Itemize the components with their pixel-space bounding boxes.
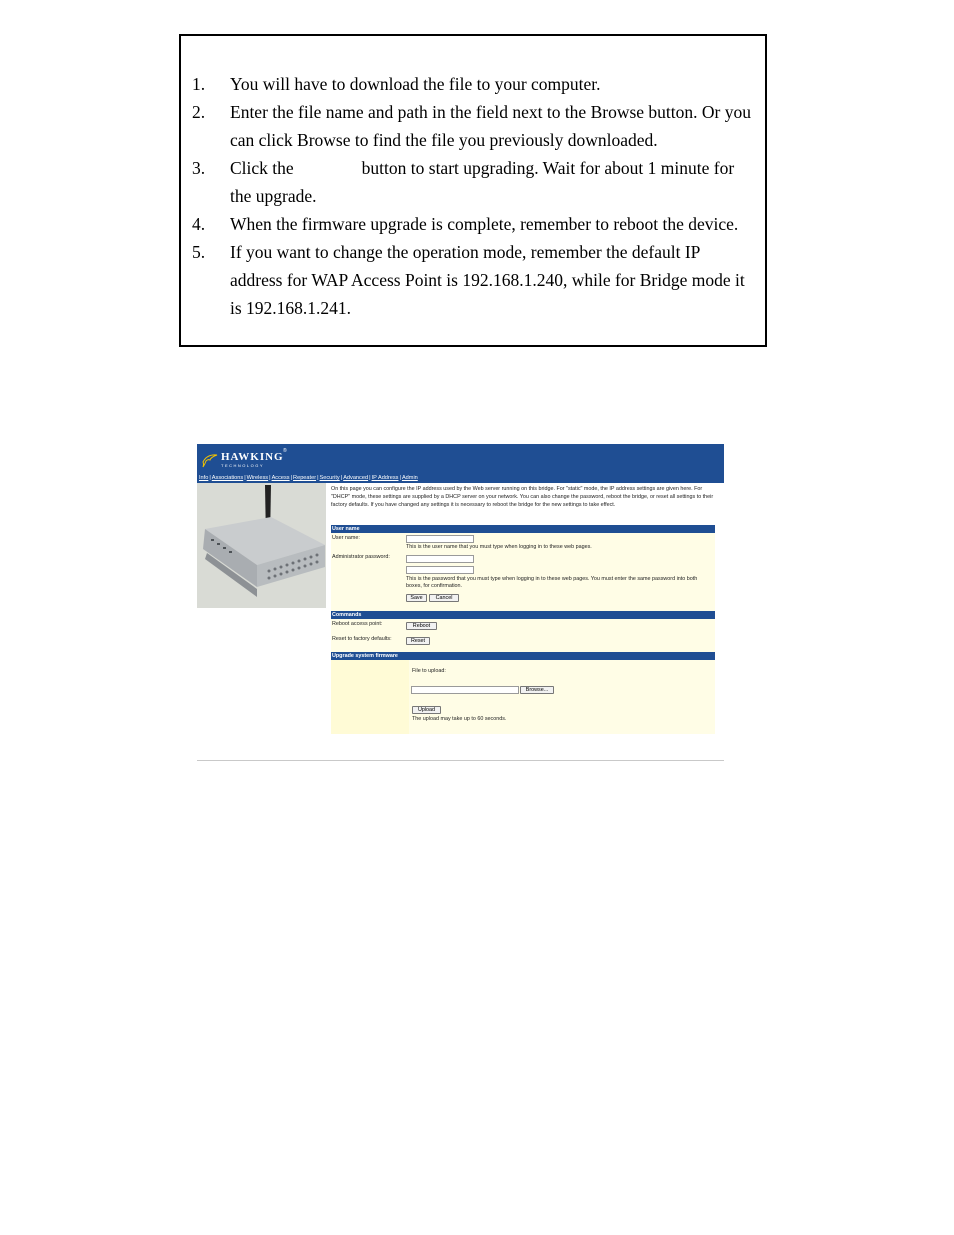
file-to-upload-label: File to upload: — [412, 668, 446, 674]
nav-info[interactable]: Info — [199, 475, 209, 481]
step-3 — [192, 154, 755, 210]
nav-access[interactable]: Access — [271, 475, 290, 481]
nav-separator: | — [244, 475, 246, 481]
main-content — [331, 485, 715, 734]
step-2 — [192, 98, 755, 154]
reset-button[interactable]: Reset — [406, 637, 430, 645]
admin-screenshot — [197, 444, 724, 740]
nav-separator: | — [290, 475, 293, 481]
top-nav — [197, 474, 724, 483]
section-commands — [331, 619, 715, 652]
section-upgrade — [331, 660, 715, 734]
logo-wordmark: HAWKING — [221, 451, 284, 463]
admin-password-input[interactable] — [406, 555, 474, 563]
reboot-button[interactable]: Reboot — [406, 622, 437, 630]
section-user-name-header: User name — [331, 525, 715, 533]
nav-separator: | — [340, 475, 343, 481]
cancel-button[interactable]: Cancel — [429, 594, 459, 602]
registered-mark: ® — [283, 448, 287, 454]
nav-separator: | — [269, 475, 271, 481]
step-number: 3. — [192, 158, 206, 178]
admin-password-hint: This is the password that you must type when logging in to these web pages. You must enter the same password into both boxes, for confirmation. — [406, 576, 698, 589]
user-name-hint: This is the user name that you must type when logging in to these web pages. — [406, 544, 592, 550]
step-text: You will have to download the file to your computer. — [230, 74, 601, 94]
step-text-before: Click the — [230, 158, 294, 178]
step-1 — [192, 70, 755, 98]
step-number: 1. — [192, 74, 206, 94]
nav-separator: | — [317, 475, 319, 481]
hawk-icon — [202, 452, 218, 468]
upload-note: The upload may take up to 60 seconds. — [412, 716, 507, 722]
save-button[interactable]: Save — [406, 594, 427, 602]
brand-logo — [202, 450, 284, 470]
nav-separator: | — [369, 475, 371, 481]
step-number: 2. — [192, 102, 206, 122]
nav-repeater[interactable]: Repeater — [293, 475, 317, 481]
step-5 — [192, 238, 755, 322]
section-user-name — [331, 533, 715, 611]
section-commands-header: Commands — [331, 611, 715, 619]
section-upgrade-header: Upgrade system firmware — [331, 652, 715, 660]
nav-associations[interactable]: Associations — [211, 475, 244, 481]
router-illustration — [197, 483, 326, 608]
step-text: When the firmware upgrade is complete, remember to reboot the device. — [230, 214, 739, 234]
step-text-after: button to start upgrading. Wait for about 1 minute for the upgrade. — [230, 158, 735, 206]
admin-password-confirm-input[interactable] — [406, 566, 474, 574]
instruction-box — [179, 34, 767, 347]
nav-wireless[interactable]: Wireless — [246, 475, 269, 481]
reboot-label: Reboot access point: — [332, 621, 383, 627]
file-path-input[interactable] — [411, 686, 519, 694]
reset-label: Reset to factory defaults: — [332, 636, 392, 642]
step-number: 4. — [192, 214, 206, 234]
user-name-label: User name: — [332, 535, 360, 541]
nav-separator: | — [209, 475, 211, 481]
admin-password-label: Administrator password: — [332, 554, 390, 560]
nav-separator: | — [399, 475, 401, 481]
step-number: 5. — [192, 242, 206, 262]
divider-line — [197, 760, 724, 761]
step-text: Enter the file name and path in the field next to the Browse button. Or you can click Browse to find the file you previously downloaded. — [230, 102, 751, 150]
logo-tagline: TECHNOLOGY — [221, 463, 265, 468]
nav-admin[interactable]: Admin — [401, 475, 418, 481]
step-text: If you want to change the operation mode, remember the default IP address for WAP Access Point is 192.168.1.240, while for Bridge mode it is 192.168.1.241. — [230, 242, 745, 318]
steps-list — [192, 70, 755, 322]
nav-advanced[interactable]: Advanced — [343, 475, 369, 481]
upgrade-left-column — [331, 660, 409, 734]
nav-ip-address[interactable]: IP Address — [371, 475, 399, 481]
step-4 — [192, 210, 755, 238]
upload-button[interactable]: Upload — [412, 706, 441, 714]
nav-security[interactable]: Security — [319, 475, 340, 481]
user-name-input[interactable] — [406, 535, 474, 543]
intro-text: On this page you can configure the IP address used by the Web server running on this bridge. For "static" mode, the IP address settings are given here. For "DHCP" mode, these settings are supplied by a DHCP server on your network. You can also change the password, reboot the bridge, or reset all settings to their factory defaults. If you have changed any settings it is necessary to reboot the bridge for the new settings to take effect. — [331, 486, 714, 508]
header-bar — [197, 444, 724, 474]
browse-button[interactable]: Browse... — [520, 686, 554, 694]
device-image — [197, 483, 326, 608]
